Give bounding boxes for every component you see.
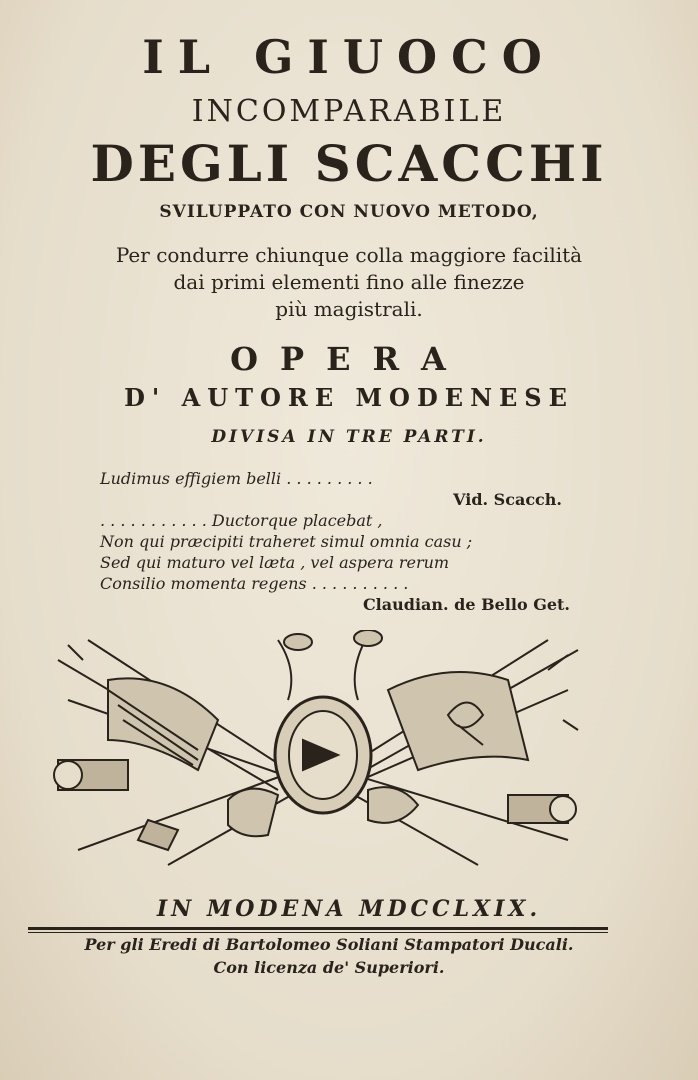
title-line-3: DEGLI SCACCHI (90, 134, 608, 193)
epigraph-line: Sed qui maturo vel læta , vel aspera rerum (100, 553, 450, 572)
epigraph-line: Non qui præcipiti traheret simul omnia casu ; (100, 532, 473, 551)
subtitle-line-3: più magistrali. (275, 297, 423, 321)
author-line: D' AUTORE MODENESE (124, 383, 574, 412)
printer-line-1: Per gli Eredi di Bartolomeo Soliani Stampatori Ducali. (84, 935, 574, 954)
subtitle (0, 242, 698, 323)
epigraph-source: Vid. Scacch. (453, 490, 562, 509)
title-line-1: IL GIUOCO (142, 30, 556, 84)
opera-heading: OPERA (230, 340, 468, 378)
printer-line-2: Con licenza de' Superiori. (213, 958, 445, 977)
epigraph-line: Ludimus effigiem belli . . . . . . . . . (100, 469, 373, 488)
divider (28, 927, 608, 930)
parts-line: DIVISA IN TRE PARTI. (211, 427, 487, 447)
epigraph-attribution: Claudian. de Bello Get. (362, 595, 570, 614)
imprint-line: IN MODENA MDCCLXIX. (156, 896, 542, 922)
subtitle-line-1: Per condurre chiunque colla maggiore facilità (115, 243, 583, 267)
trophy-vignette-icon (48, 630, 588, 875)
subtitle-line-2: dai primi elementi fino alle finezze (173, 270, 525, 294)
title-line-2: INCOMPARABILE (191, 94, 507, 129)
epigraph (100, 468, 570, 615)
title-line-4: SVILUPPATO CON NUOVO METODO, (159, 202, 539, 222)
printer-info (0, 933, 678, 979)
epigraph-line: Consilio momenta regens . . . . . . . . . . (100, 574, 409, 593)
epigraph-line: . . . . . . . . . . . Ductorque placebat , (100, 511, 383, 530)
